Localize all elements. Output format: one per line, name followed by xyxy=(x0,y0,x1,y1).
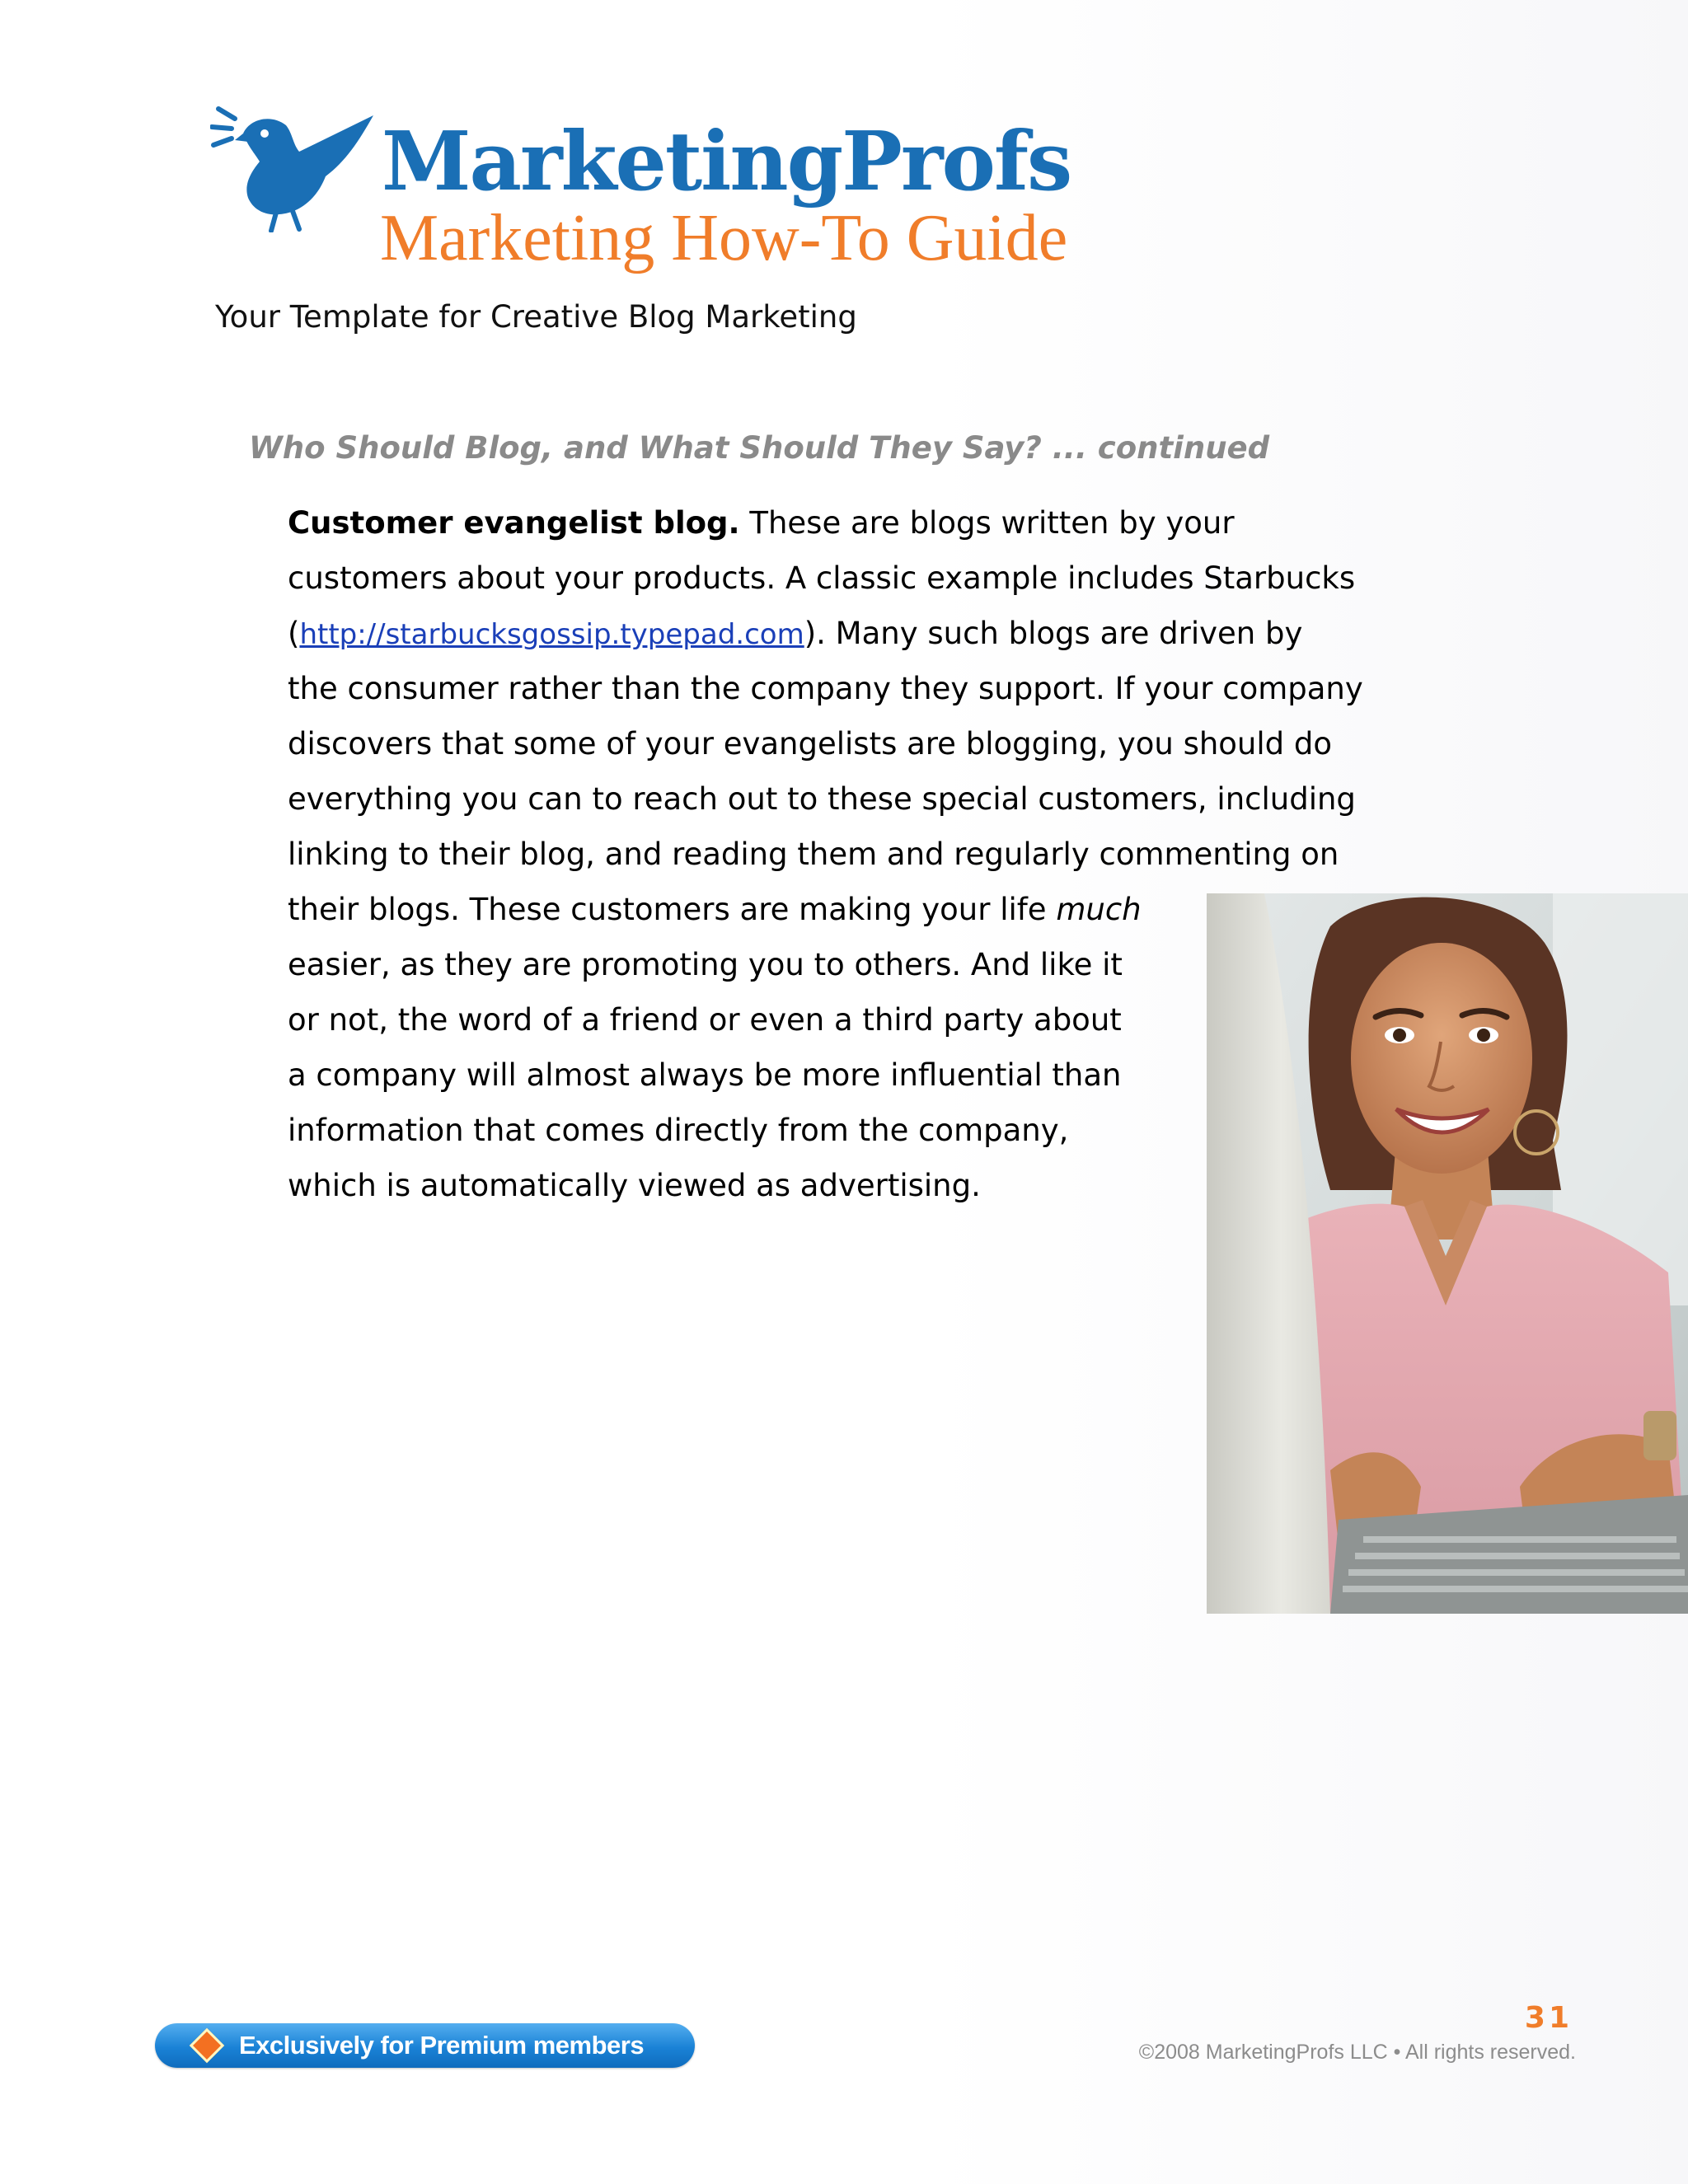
paragraph-text: ). Many such blogs are driven by xyxy=(804,616,1303,651)
brand-name: MarketingProfs xyxy=(382,115,1071,209)
paragraph-line: linking to their blog, and reading them and regularly commenting on xyxy=(288,837,1339,872)
copyright-notice: ©2008 MarketingProfs LLC • All rights reserved. xyxy=(1138,2041,1576,2064)
paragraph-line: information that comes directly from the company, xyxy=(288,1113,1069,1148)
paragraph-text: ( xyxy=(288,616,300,651)
premium-label: Exclusively for Premium members xyxy=(239,2031,645,2060)
paragraph-line: which is automatically viewed as advertising. xyxy=(288,1168,981,1203)
page-number: 31 xyxy=(1524,2001,1573,2035)
paragraph-line: a company will almost always be more influential than xyxy=(288,1057,1122,1093)
paragraph-text: These are blogs written by your xyxy=(739,505,1235,541)
paragraph-line: easier, as they are promoting you to others. And like it xyxy=(288,947,1123,982)
section-heading: Who Should Blog, and What Should They Say? ... continued xyxy=(249,430,1270,466)
paragraph-line: or not, the word of a friend or even a third party about xyxy=(288,1002,1122,1038)
document-title: Your Template for Creative Blog Marketing xyxy=(215,299,857,335)
woman-typing-photo xyxy=(1207,893,1688,1614)
paragraph-text: their blogs. These customers are making your life xyxy=(288,892,1057,927)
diamond-icon xyxy=(190,2028,224,2063)
paragraph-line: the consumer rather than the company they support. If your company xyxy=(288,671,1363,706)
paragraph-line: discovers that some of your evangelists are blogging, you should do xyxy=(288,726,1333,762)
paragraph-line xyxy=(288,606,1442,661)
emphasis-text: much xyxy=(1056,892,1142,927)
bird-logo-icon xyxy=(210,101,383,232)
premium-members-badge xyxy=(155,2023,695,2068)
lead-term: Customer evangelist blog. xyxy=(288,505,740,541)
marketingprofs-logo xyxy=(210,101,1166,274)
paragraph-line: everything you can to reach out to these special customers, including xyxy=(288,781,1356,817)
paragraph-line xyxy=(288,495,1442,551)
guide-title: Marketing How-To Guide xyxy=(380,202,1068,274)
starbucks-gossip-link[interactable]: http://starbucksgossip.typepad.com xyxy=(299,618,804,651)
paragraph-line: customers about your products. A classic example includes Starbucks xyxy=(288,560,1356,596)
